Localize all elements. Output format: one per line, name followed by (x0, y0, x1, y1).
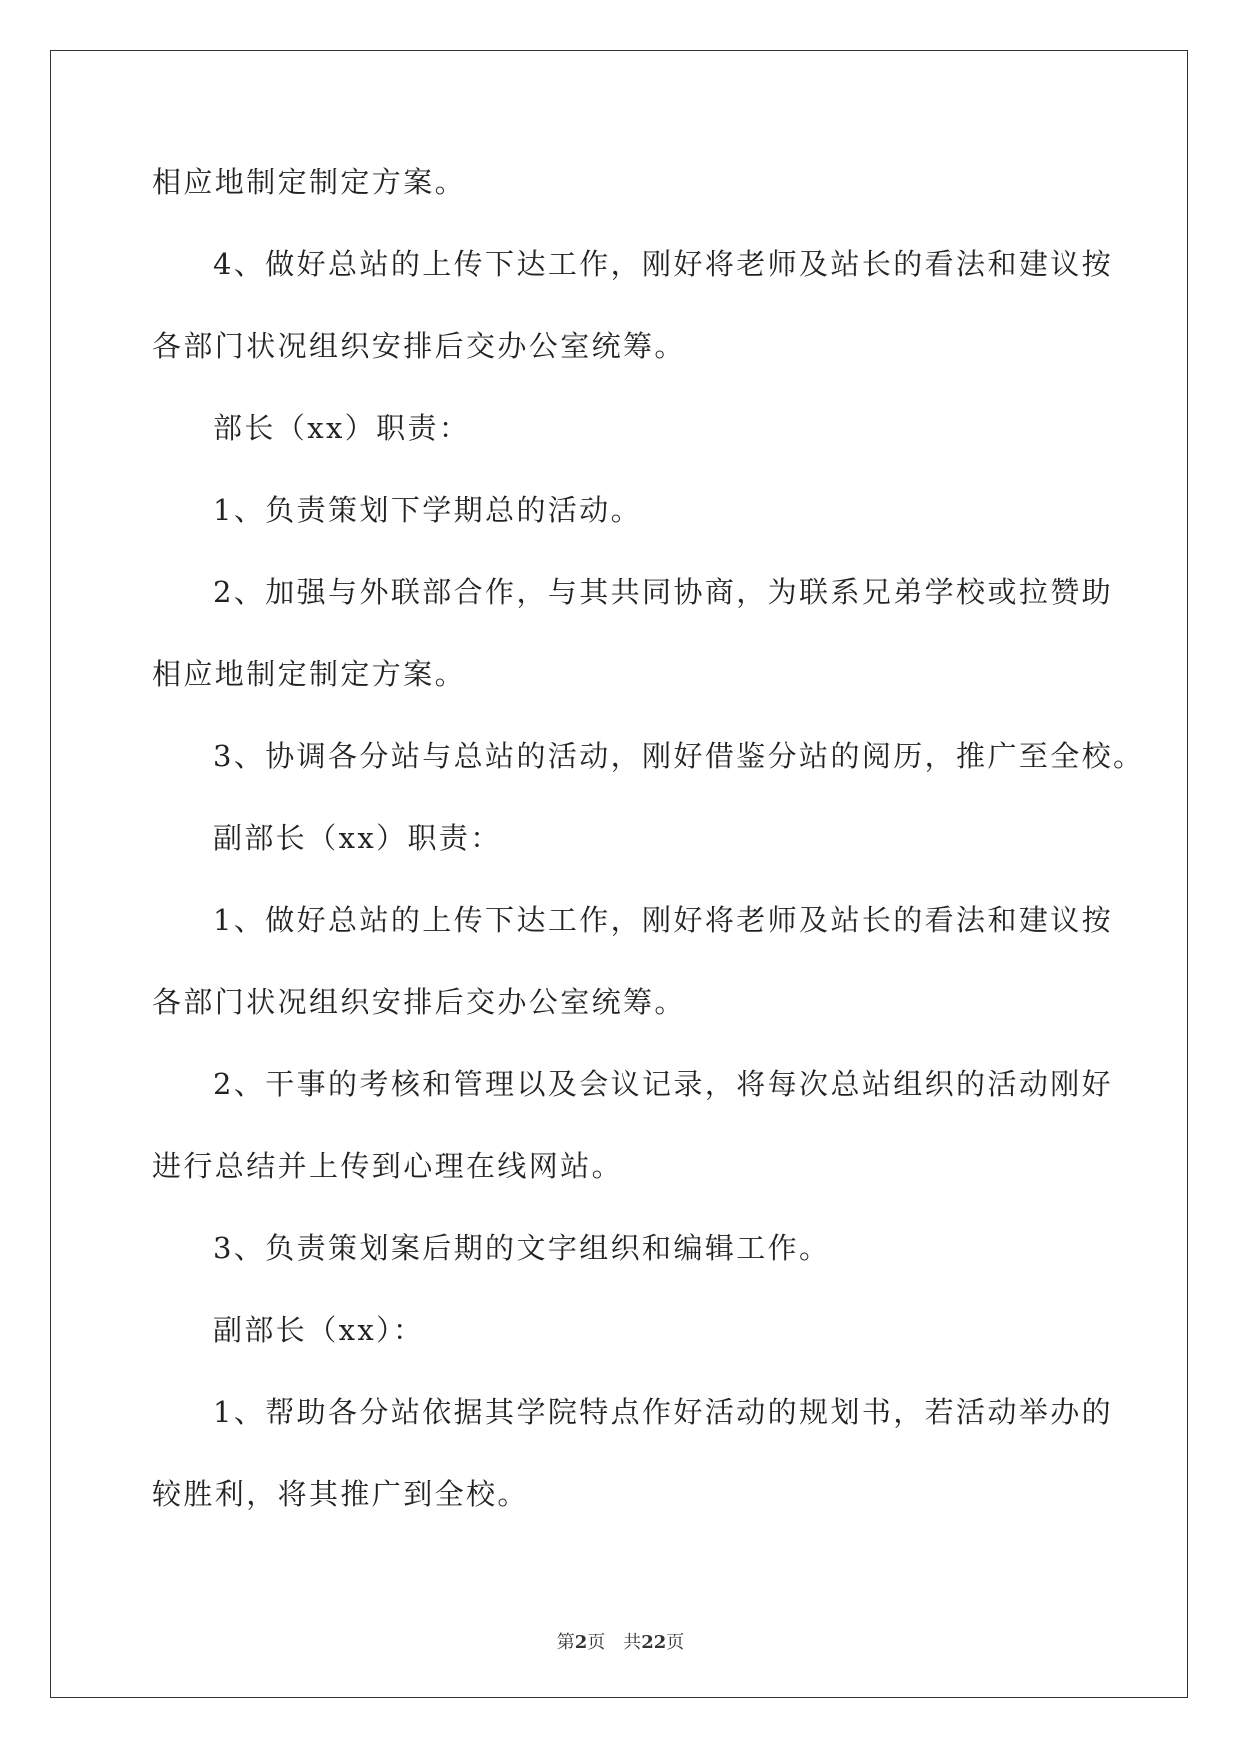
paragraph-line: 进行总结并上传到心理在线网站。 (152, 1149, 624, 1183)
section-heading: 副部长（xx）职责： (213, 821, 502, 855)
paragraph-line: 2、加强与外联部合作，与其共同协商，为联系兄弟学校或拉赞助 (213, 575, 1114, 609)
paragraph-line: 相应地制定制定方案。 (152, 657, 467, 691)
total-pages: 22 (641, 1632, 667, 1653)
page-prefix: 第 (556, 1632, 575, 1653)
paragraph-line: 各部门状况组织安排后交办公室统筹。 (152, 329, 686, 363)
page-footer (0, 1628, 1241, 1654)
total-prefix: 共 (623, 1632, 642, 1653)
paragraph-line: 1、负责策划下学期总的活动。 (213, 493, 643, 527)
paragraph-line: 3、负责策划案后期的文字组织和编辑工作。 (213, 1231, 831, 1265)
paragraph-line: 2、干事的考核和管理以及会议记录，将每次总站组织的活动刚好 (213, 1067, 1114, 1101)
paragraph-line: 各部门状况组织安排后交办公室统筹。 (152, 985, 686, 1019)
paragraph-line: 4、做好总站的上传下达工作，刚好将老师及站长的看法和建议按 (213, 247, 1114, 281)
page-suffix: 页 (587, 1632, 606, 1653)
paragraph-line: 较胜利，将其推广到全校。 (152, 1477, 529, 1511)
paragraph-line: 1、做好总站的上传下达工作，刚好将老师及站长的看法和建议按 (213, 903, 1114, 937)
section-heading: 副部长（xx）： (213, 1313, 425, 1347)
section-heading: 部长（xx）职责： (213, 411, 471, 445)
total-suffix: 页 (666, 1632, 685, 1653)
document-body (152, 162, 1145, 1556)
paragraph-line: 相应地制定制定方案。 (152, 165, 467, 199)
paragraph-line: 3、协调各分站与总站的活动，刚好借鉴分站的阅历，推广至全校。 (213, 739, 1145, 773)
paragraph-line: 1、帮助各分站依据其学院特点作好活动的规划书，若活动举办的 (213, 1395, 1114, 1429)
page-number: 2 (574, 1632, 588, 1653)
